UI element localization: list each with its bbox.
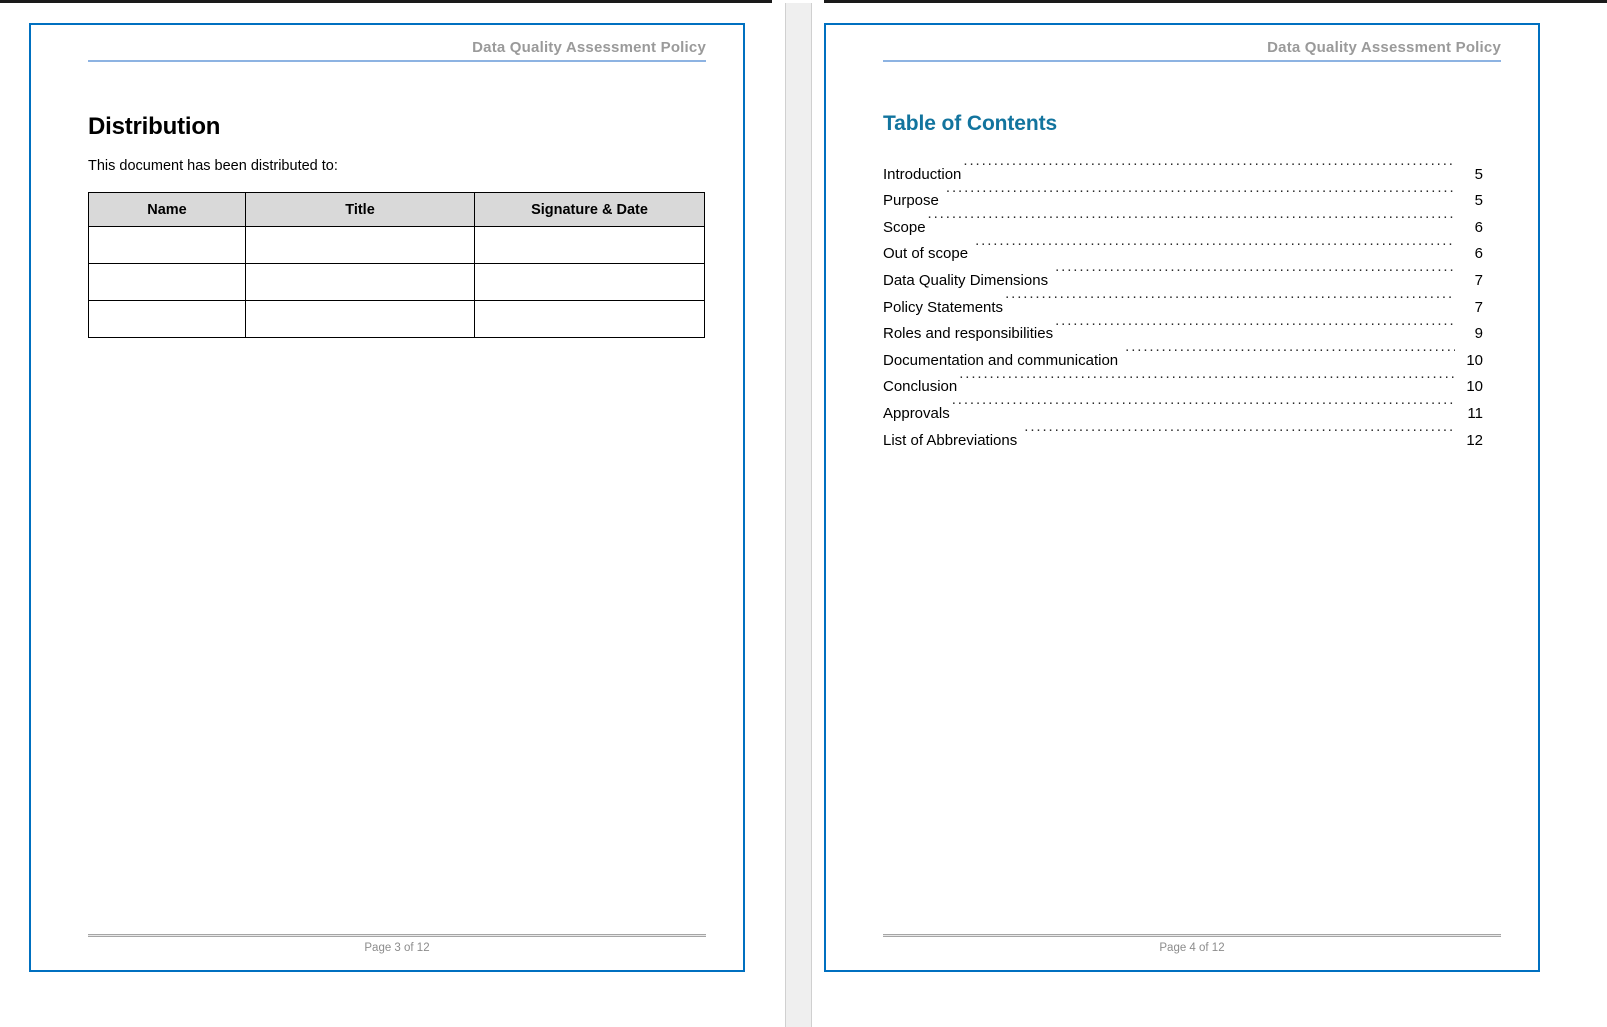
footer-page-number: Page 4 of 12 bbox=[1159, 942, 1225, 954]
page-title: Distribution bbox=[88, 113, 221, 140]
toc-entry-label: Purpose bbox=[883, 192, 939, 210]
toc-entry-label: Policy Statements bbox=[883, 298, 1004, 316]
cell-title[interactable] bbox=[246, 301, 475, 338]
gutter-strip bbox=[785, 3, 812, 1027]
cell-signature-date[interactable] bbox=[475, 301, 705, 338]
toc-entry-label: Conclusion bbox=[883, 378, 958, 396]
cell-signature-date[interactable] bbox=[475, 264, 705, 301]
toc-entry-page: 7 bbox=[1474, 271, 1483, 289]
cell-name[interactable] bbox=[89, 301, 246, 338]
toc-entry-scope[interactable] bbox=[883, 205, 1483, 236]
footer-page-number: Page 3 of 12 bbox=[364, 942, 430, 954]
toc-leader-dots bbox=[952, 391, 1455, 418]
toc-entry-introduction[interactable] bbox=[883, 152, 1483, 183]
table-row bbox=[89, 227, 705, 264]
toc-entry-page: 5 bbox=[1474, 192, 1483, 210]
right-page-slot bbox=[824, 0, 1607, 1027]
table-row bbox=[89, 264, 705, 301]
toc-entry-page: 6 bbox=[1474, 245, 1483, 263]
column-header-signature-date: Signature & Date bbox=[475, 193, 705, 227]
toc-leader-dots bbox=[1055, 312, 1455, 339]
cell-signature-date[interactable] bbox=[475, 227, 705, 264]
toc-entry-label: Roles and responsibilities bbox=[883, 325, 1054, 343]
table-of-contents-title: Table of Contents bbox=[883, 112, 1058, 135]
page-body bbox=[88, 95, 706, 338]
toc-entry-page: 7 bbox=[1474, 298, 1483, 316]
toc-entry-label: Scope bbox=[883, 218, 926, 236]
toc-leader-dots bbox=[946, 179, 1455, 206]
toc-entry-label: Approvals bbox=[883, 404, 950, 422]
toc-entry-list-of-abbreviations[interactable] bbox=[883, 418, 1483, 449]
cell-title[interactable] bbox=[246, 264, 475, 301]
toc-entry-page: 5 bbox=[1474, 165, 1483, 183]
toc-entry-page: 10 bbox=[1466, 378, 1483, 396]
toc-leader-dots bbox=[1055, 258, 1455, 285]
distribution-table bbox=[88, 192, 705, 338]
toc-leader-dots bbox=[1005, 285, 1455, 312]
toc-entry-label: Out of scope bbox=[883, 245, 969, 263]
toc-entry-conclusion[interactable] bbox=[883, 365, 1483, 396]
page-header bbox=[883, 39, 1501, 62]
toc-leader-dots bbox=[963, 152, 1455, 179]
toc-entry-label: List of Abbreviations bbox=[883, 431, 1018, 449]
table-header-row bbox=[89, 193, 705, 227]
page-header bbox=[88, 39, 706, 62]
header-rule bbox=[88, 60, 706, 62]
column-header-name: Name bbox=[89, 193, 246, 227]
cell-name[interactable] bbox=[89, 264, 246, 301]
toc-entry-label: Documentation and communication bbox=[883, 351, 1119, 369]
toc-entry-page: 12 bbox=[1466, 431, 1483, 449]
page-3[interactable] bbox=[29, 23, 745, 972]
page-body bbox=[883, 95, 1501, 449]
toc-entry-approvals[interactable] bbox=[883, 391, 1483, 422]
toc-entry-out-of-scope[interactable] bbox=[883, 232, 1483, 263]
toc-entry-page: 11 bbox=[1467, 404, 1483, 422]
table-row bbox=[89, 301, 705, 338]
toc-entry-page: 10 bbox=[1466, 351, 1483, 369]
header-rule bbox=[883, 60, 1501, 62]
column-header-title: Title bbox=[246, 193, 475, 227]
page-4[interactable] bbox=[824, 23, 1540, 972]
toc-entry-label: Data Quality Dimensions bbox=[883, 271, 1049, 289]
page-footer bbox=[883, 934, 1501, 954]
header-title: Data Quality Assessment Policy bbox=[1267, 39, 1501, 56]
toc-entry-purpose[interactable] bbox=[883, 179, 1483, 210]
left-page-slot bbox=[0, 0, 772, 1027]
intro-text: This document has been distributed to: bbox=[88, 158, 338, 174]
toc-leader-dots bbox=[1125, 338, 1455, 365]
toc-leader-dots bbox=[975, 232, 1455, 259]
toc-entry-label: Introduction bbox=[883, 165, 962, 183]
toc-entry-page: 6 bbox=[1474, 218, 1483, 236]
page-footer bbox=[88, 934, 706, 954]
toc-leader-dots bbox=[1024, 418, 1455, 445]
toc-leader-dots bbox=[928, 205, 1455, 232]
cell-title[interactable] bbox=[246, 227, 475, 264]
header-title: Data Quality Assessment Policy bbox=[472, 39, 706, 56]
table-of-contents-list bbox=[883, 152, 1483, 449]
page-gutter bbox=[772, 0, 824, 1027]
cell-name[interactable] bbox=[89, 227, 246, 264]
toc-entry-page: 9 bbox=[1474, 325, 1483, 343]
toc-leader-dots bbox=[959, 365, 1455, 392]
